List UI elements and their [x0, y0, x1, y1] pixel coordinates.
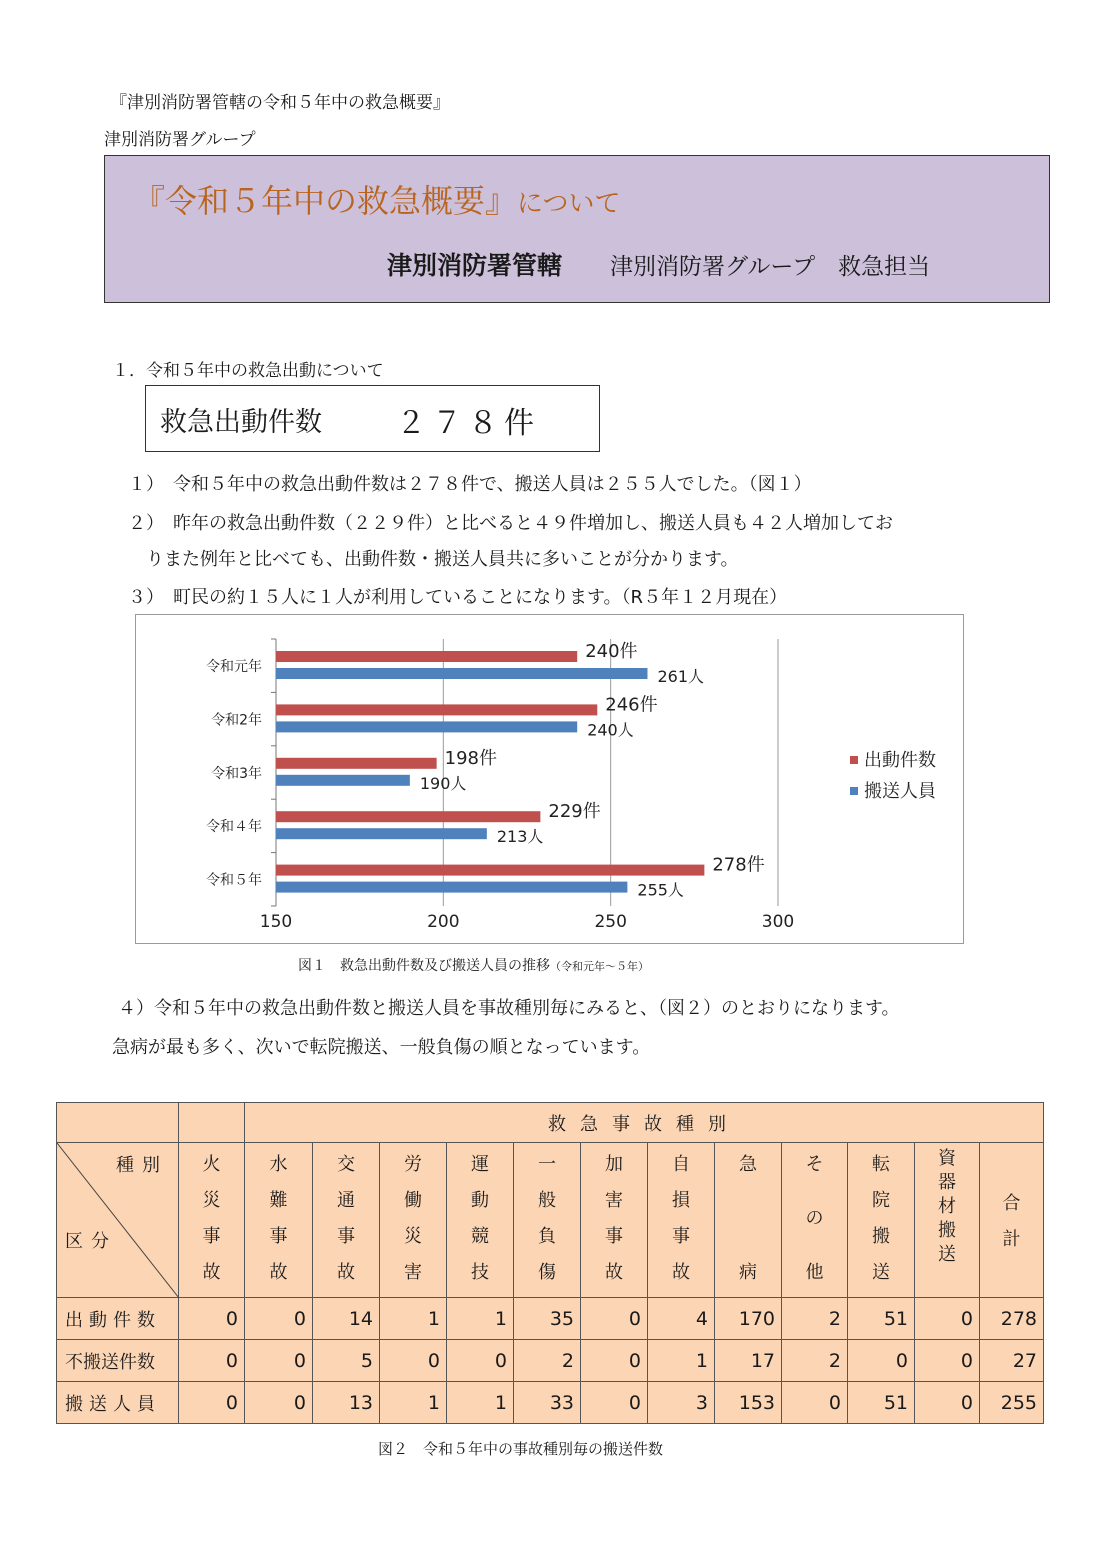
column-header-char: 故 [202, 1262, 221, 1283]
table-cell: 51 [848, 1382, 915, 1424]
data-label: 240人 [587, 720, 634, 740]
column-header-char: 損 [672, 1190, 690, 1211]
column-header-char: 災 [404, 1226, 422, 1247]
column-header-char: 事 [202, 1226, 221, 1247]
column-header-4 [447, 1143, 514, 1298]
column-header-11 [915, 1143, 980, 1298]
accident-type-table [56, 1102, 1044, 1424]
table-cell: 0 [447, 1340, 514, 1382]
x-tick-label: 250 [594, 912, 627, 932]
bar-dispatch [276, 704, 597, 715]
x-tick-label: 300 [761, 912, 795, 932]
banner-title [133, 176, 621, 222]
column-header-8 [715, 1143, 782, 1298]
column-header-char: 競 [471, 1226, 489, 1247]
column-header-char: 転 [872, 1154, 890, 1175]
column-header-char: 害 [404, 1262, 422, 1283]
column-header-char: 計 [1002, 1229, 1021, 1250]
legend-label: 出動件数 [864, 750, 936, 771]
table-cell: 0 [179, 1298, 245, 1340]
data-label: 261人 [657, 667, 705, 686]
category-label: 令和3年 [211, 765, 262, 782]
figure-2-caption: 図２ 令和５年中の事故種別毎の搬送件数 [378, 1440, 664, 1458]
paragraph-2b: りまた例年と比べても、出動件数・搬送人員共に多いことが分かります。 [146, 549, 739, 570]
column-header-6 [581, 1143, 648, 1298]
corner-label-category: 区分 [65, 1231, 117, 1252]
column-header-char: 自 [672, 1154, 690, 1175]
table-cell: 0 [581, 1298, 648, 1340]
table-cell: 153 [715, 1382, 782, 1424]
bar-transport [276, 882, 627, 893]
category-label: 令和元年 [206, 659, 262, 675]
column-header-char: 送 [938, 1244, 956, 1265]
column-header-char: 水 [269, 1154, 288, 1175]
column-header-char: 合 [1002, 1193, 1021, 1214]
category-label: 令和４年 [206, 819, 262, 836]
banner-jurisdiction: 津別消防署管轄 [387, 251, 563, 280]
section-heading: １．令和５年中の救急出動について [112, 361, 384, 381]
x-tick-label: 200 [427, 912, 460, 932]
table-cell: 0 [179, 1340, 245, 1382]
column-header-7 [648, 1143, 715, 1298]
table-cell: 278 [980, 1298, 1044, 1340]
bar-dispatch [276, 758, 437, 769]
column-header-char: そ [805, 1154, 824, 1175]
column-header-char: 資 [938, 1148, 956, 1169]
table-cell: 1 [447, 1382, 514, 1424]
paragraph-2a: ２） 昨年の救急出動件数（２２９件）と比べると４９件増加し、搬送人員も４２人増加してお [128, 513, 893, 534]
figure-1-caption-main: 図１ 救急出動件数及び搬送人員の推移 [298, 958, 550, 974]
table-cell: 0 [848, 1340, 915, 1382]
column-header-char: 交 [337, 1154, 355, 1175]
table-cell: 2 [782, 1298, 848, 1340]
chart-frame [135, 614, 964, 944]
column-header-char: 傷 [538, 1262, 556, 1283]
column-header-char: 急 [739, 1154, 757, 1175]
bar-transport [276, 828, 487, 839]
data-label: 246件 [605, 694, 658, 716]
column-header-char: 加 [605, 1154, 623, 1175]
paragraph-4b: 急病が最も多く、次いで転院搬送、一般負傷の順となっています。 [112, 1037, 651, 1058]
table-cell: 14 [313, 1298, 380, 1340]
column-header-char: 故 [605, 1262, 623, 1283]
table-cell: 2 [514, 1340, 581, 1382]
table-cell: 170 [715, 1298, 782, 1340]
row-label: 搬送人員 [57, 1382, 179, 1424]
table-cell: 0 [245, 1340, 313, 1382]
row-label: 出動件数 [57, 1298, 179, 1340]
column-header-char: 火 [202, 1154, 221, 1175]
column-header-char: 病 [739, 1262, 757, 1283]
table-header-empty-1 [57, 1103, 179, 1143]
banner-subtitle [387, 246, 930, 282]
table-cell: 27 [980, 1340, 1044, 1382]
table-cell: 0 [245, 1382, 313, 1424]
column-header-char: 働 [404, 1190, 422, 1211]
paragraph-1: １） 令和５年中の救急出動件数は２７８件で、搬送人員は２５５人でした。（図１） [128, 474, 812, 495]
table-row [57, 1340, 1044, 1382]
data-label: 198件 [444, 747, 497, 769]
legend-swatch [850, 787, 858, 795]
column-header-char: 運 [471, 1154, 489, 1175]
table-cell: 3 [648, 1382, 715, 1424]
table-cell: 33 [514, 1382, 581, 1424]
column-header-char: 事 [605, 1226, 623, 1247]
column-header-9 [782, 1143, 848, 1298]
table-cell: 17 [715, 1340, 782, 1382]
figure-1-caption [298, 955, 649, 975]
banner-title-main: 『令和５年中の救急概要』 [133, 182, 518, 220]
column-header-char: 材 [938, 1196, 956, 1217]
column-header-char: 難 [269, 1190, 288, 1211]
paragraph-4a: ４）令和５年中の救急出動件数と搬送人員を事故種別毎にみると、（図２）のとおりになります。 [118, 998, 900, 1019]
category-label: 令和2年 [211, 712, 262, 729]
table-cell: 2 [782, 1340, 848, 1382]
table-cell: 1 [380, 1298, 447, 1340]
title-banner [104, 155, 1050, 303]
document-title: 『津別消防署管轄の令和５年中の救急概要』 [110, 93, 450, 113]
data-label: 240件 [585, 641, 638, 662]
table-cell: 1 [447, 1298, 514, 1340]
column-header-char: 故 [337, 1262, 355, 1283]
data-label: 278件 [712, 854, 765, 876]
figure-1-caption-period: （令和元年～５年） [550, 960, 649, 973]
column-header-char: 故 [269, 1262, 288, 1283]
column-header-char: 般 [538, 1190, 556, 1211]
banner-department: 津別消防署グループ 救急担当 [610, 254, 931, 280]
column-header-char: 事 [269, 1226, 288, 1247]
table-cell: 0 [581, 1382, 648, 1424]
table-cell: 0 [179, 1382, 245, 1424]
column-header-char: 搬 [872, 1226, 890, 1247]
column-header-char: 通 [337, 1190, 355, 1211]
bar-transport [276, 668, 647, 679]
table-cell: 0 [915, 1298, 980, 1340]
table-cell: 13 [313, 1382, 380, 1424]
column-header-char: 他 [805, 1262, 824, 1283]
table-cell: 0 [915, 1340, 980, 1382]
bar-transport [276, 775, 410, 786]
column-header-0 [179, 1143, 245, 1298]
table-cell: 0 [245, 1298, 313, 1340]
column-header-2 [313, 1143, 380, 1298]
column-header-1 [245, 1143, 313, 1298]
bar-dispatch [276, 811, 540, 822]
column-header-char: 一 [538, 1154, 556, 1175]
column-header-3 [380, 1143, 447, 1298]
legend-label: 搬送人員 [864, 781, 936, 802]
banner-title-suffix: について [517, 189, 621, 219]
column-header-char: 器 [938, 1172, 956, 1193]
table-cell: 0 [380, 1340, 447, 1382]
column-header-char: 害 [605, 1190, 623, 1211]
corner-label-type: 種別 [116, 1155, 168, 1176]
column-header-char [715, 1183, 781, 1219]
table-corner-cell [57, 1143, 179, 1298]
paragraph-3: ３） 町民の約１５人に１人が利用していることになります。（R５年１２月現在） [128, 587, 788, 608]
column-header-char: 技 [471, 1262, 489, 1283]
dispatch-count-value: ２７８件 [396, 406, 540, 441]
x-tick-label: 150 [259, 912, 293, 932]
table-cell: 4 [648, 1298, 715, 1340]
data-label: 213人 [496, 827, 544, 847]
table-cell: 0 [915, 1382, 980, 1424]
column-header-char: 動 [471, 1190, 489, 1211]
table-header-empty-2 [179, 1103, 245, 1143]
column-header-char: 院 [872, 1190, 890, 1211]
data-label: 190人 [419, 773, 467, 793]
table-cell: 0 [782, 1382, 848, 1424]
column-header-char: 労 [404, 1154, 422, 1175]
legend-swatch [850, 756, 858, 764]
row-label: 不搬送件数 [57, 1340, 179, 1382]
table-row [57, 1298, 1044, 1340]
data-label: 255人 [637, 880, 684, 900]
bar-dispatch [276, 865, 704, 876]
column-header-char: 故 [672, 1262, 690, 1283]
bar-chart [136, 615, 965, 945]
table-cell: 1 [380, 1382, 447, 1424]
category-label: 令和５年 [206, 872, 262, 889]
table-row [57, 1382, 1044, 1424]
column-header-total [980, 1143, 1044, 1298]
column-header-char: 事 [672, 1226, 690, 1247]
table-cell: 1 [648, 1340, 715, 1382]
column-header-char: の [805, 1208, 824, 1229]
table-cell: 5 [313, 1340, 380, 1382]
group-name: 津別消防署グループ [104, 130, 256, 150]
column-header-char: 災 [202, 1190, 221, 1211]
bar-transport [276, 721, 577, 732]
column-header-10 [848, 1143, 915, 1298]
table-cell: 51 [848, 1298, 915, 1340]
table-cell: 0 [581, 1340, 648, 1382]
column-header-char: 送 [872, 1262, 890, 1283]
column-header-char [715, 1219, 781, 1255]
table-cell: 35 [514, 1298, 581, 1340]
data-label: 229件 [548, 801, 601, 823]
dispatch-count-box [145, 385, 600, 452]
table-cell: 255 [980, 1382, 1044, 1424]
bar-dispatch [276, 651, 577, 662]
column-header-char: 搬 [938, 1220, 956, 1241]
column-header-char: 事 [337, 1226, 355, 1247]
column-header-5 [514, 1143, 581, 1298]
column-header-char: 負 [538, 1226, 556, 1247]
dispatch-count-label: 救急出動件数 [160, 407, 322, 438]
accident-type-group-header: 救急事故種別 [245, 1103, 1044, 1143]
